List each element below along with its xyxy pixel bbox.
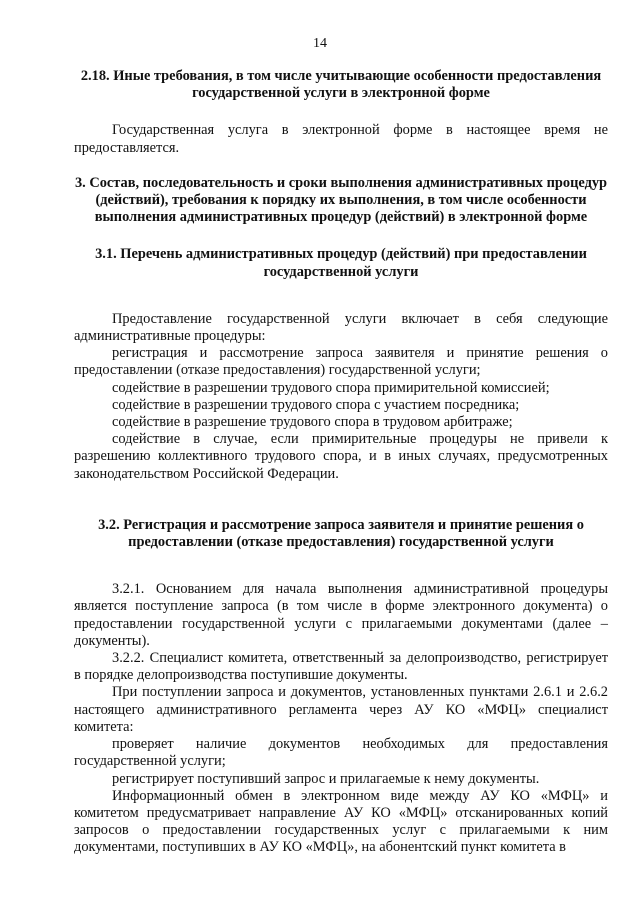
paragraph-3-2-1: 3.2.1. Основанием для начала выполнения административной процедуры является поступление запроса (в том числе в форме электронного документа) о предоставлении государственной услуги с прилагаемыми документами (далее – документы).	[74, 581, 608, 649]
list-item: содействие в случае, если примирительные процедуры не привели к разрешению коллективного трудового спора, и в иных случаях, предусмотренных законодательством Российской Федерации.	[74, 431, 608, 482]
paragraph: регистрирует поступивший запрос и прилагаемые к нему документы.	[112, 770, 540, 787]
paragraph: Информационный обмен в электронном виде между АУ КО «МФЦ» и комитетом предусматривает направление АУ КО «МФЦ» отсканированных копий запросов о предоставлении государственных услуг с прилагаемыми к ним документами, поступивших в АУ КО «МФЦ», на абонентский пункт комитета в	[74, 787, 608, 856]
section-2-18-heading: 2.18. Иные требования, в том числе учитывающие особенности предоставления государственной услуги в электронной форме	[80, 68, 602, 102]
section-3-2-heading: 3.2. Регистрация и рассмотрение запроса заявителя и принятие решения о предоставлении (отказе предоставления) государственной услуги	[98, 516, 584, 551]
section-3-1-heading: 3.1. Перечень административных процедур (действий) при предоставлении государственной услуги	[95, 246, 587, 280]
paragraph: проверяет наличие документов необходимых для предоставления государственной услуги;	[74, 736, 608, 770]
section-3-heading: 3. Состав, последовательность и сроки выполнения административных процедур (действий), требования к порядку их выполнения, в том числе особенности выполнения административных процедур (действий) в электронной форме	[74, 174, 608, 226]
list-item: содействие в разрешение трудового спора в трудовом арбитраже;	[112, 414, 513, 431]
list-item: регистрация и рассмотрение запроса заявителя и принятие решения о предоставлении (отказе предоставления) государственной услуги;	[74, 345, 608, 379]
page-content	[74, 68, 608, 857]
section-2-18-text: Государственная услуга в электронной форме в настоящее время не предоставляется.	[74, 122, 608, 156]
list-item: содействие в разрешении трудового спора примирительной комиссией;	[112, 379, 550, 396]
page-number: 14	[313, 36, 327, 51]
paragraph-3-2-2: 3.2.2. Специалист комитета, ответственный за делопроизводство, регистрирует в порядке делопроизводства поступившие документы.	[74, 650, 608, 684]
section-3-1-intro: Предоставление государственной услуги включает в себя следующие административные процедуры:	[74, 310, 608, 345]
paragraph: При поступлении запроса и документов, установленных пунктами 2.6.1 и 2.6.2 настоящего административного регламента через АУ КО «МФЦ» специалист комитета:	[74, 684, 608, 735]
list-item: содействие в разрешении трудового спора с участием посредника;	[112, 396, 520, 413]
